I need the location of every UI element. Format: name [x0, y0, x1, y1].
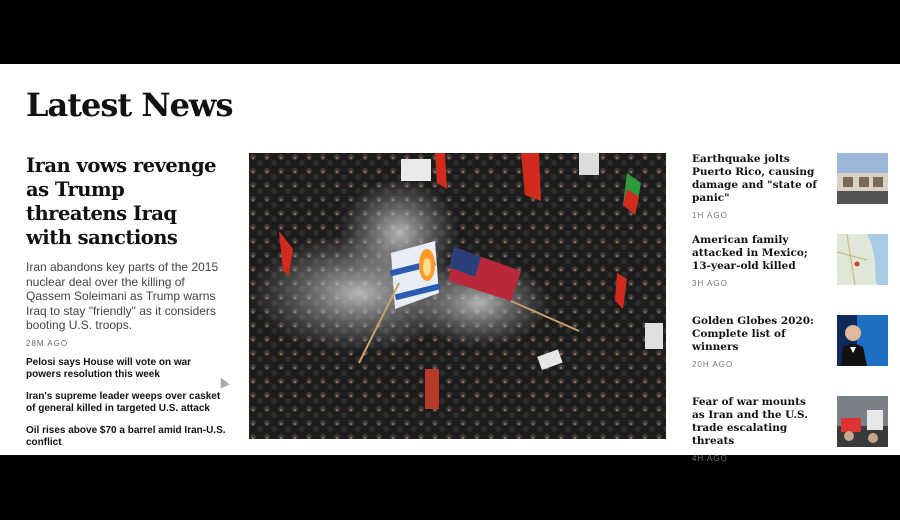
earthquake-photo [837, 153, 888, 204]
story-timestamp: 3H AGO [692, 279, 728, 288]
map-image [837, 234, 888, 285]
story-thumbnail-earthquake[interactable] [837, 153, 888, 204]
story-item[interactable] [692, 153, 892, 234]
lead-story [26, 154, 226, 459]
side-stories [692, 153, 892, 477]
story-headline[interactable]: Earthquake jolts Puerto Rico, causing damage and "state of panic" [692, 153, 817, 204]
related-link-oil-prices[interactable]: Oil rises above $70 a barrel amid Iran-U.S. conflict [26, 424, 226, 448]
story-timestamp: 1H AGO [692, 211, 728, 220]
related-link-supreme-leader[interactable]: Iran's supreme leader weeps over casket of general killed in targeted U.S. attack [26, 390, 221, 414]
story-headline[interactable]: American family attacked in Mexico; 13-year-old killed [692, 234, 808, 272]
lead-summary: Iran abandons key parts of the 2015 nuclear deal over the killing of Qassem Soleimani as Trump warns Iraq to stay "friendly" as it considers booting U.S. troops. [26, 260, 219, 332]
protest-thumbnail-photo [837, 396, 888, 447]
news-page [0, 64, 900, 463]
story-timestamp: 4H AGO [692, 454, 728, 463]
story-thumbnail-golden-globes[interactable] [837, 315, 888, 366]
protest-photo [249, 153, 666, 439]
story-thumbnail-map[interactable] [837, 234, 888, 285]
story-item[interactable] [692, 396, 892, 477]
story-timestamp: 20H AGO [692, 360, 734, 369]
story-item[interactable] [692, 315, 892, 396]
related-links [26, 357, 226, 450]
story-item[interactable] [692, 234, 892, 315]
story-thumbnail-protest[interactable] [837, 396, 888, 447]
story-headline[interactable]: Golden Globes 2020: Complete list of winners [692, 315, 814, 353]
section-title: Latest News [26, 86, 233, 124]
lead-image[interactable] [249, 153, 666, 439]
story-headline[interactable]: Fear of war mounts as Iran and the U.S. trade escalating threats [692, 396, 808, 447]
related-link-war-powers[interactable]: Pelosi says House will vote on war powers resolution this week [26, 356, 192, 380]
golden-globes-photo [837, 315, 888, 366]
lead-timestamp: 28M AGO [26, 338, 69, 348]
lead-headline[interactable]: Iran vows revenge as Trump threatens Iraq with sanctions [26, 154, 217, 249]
